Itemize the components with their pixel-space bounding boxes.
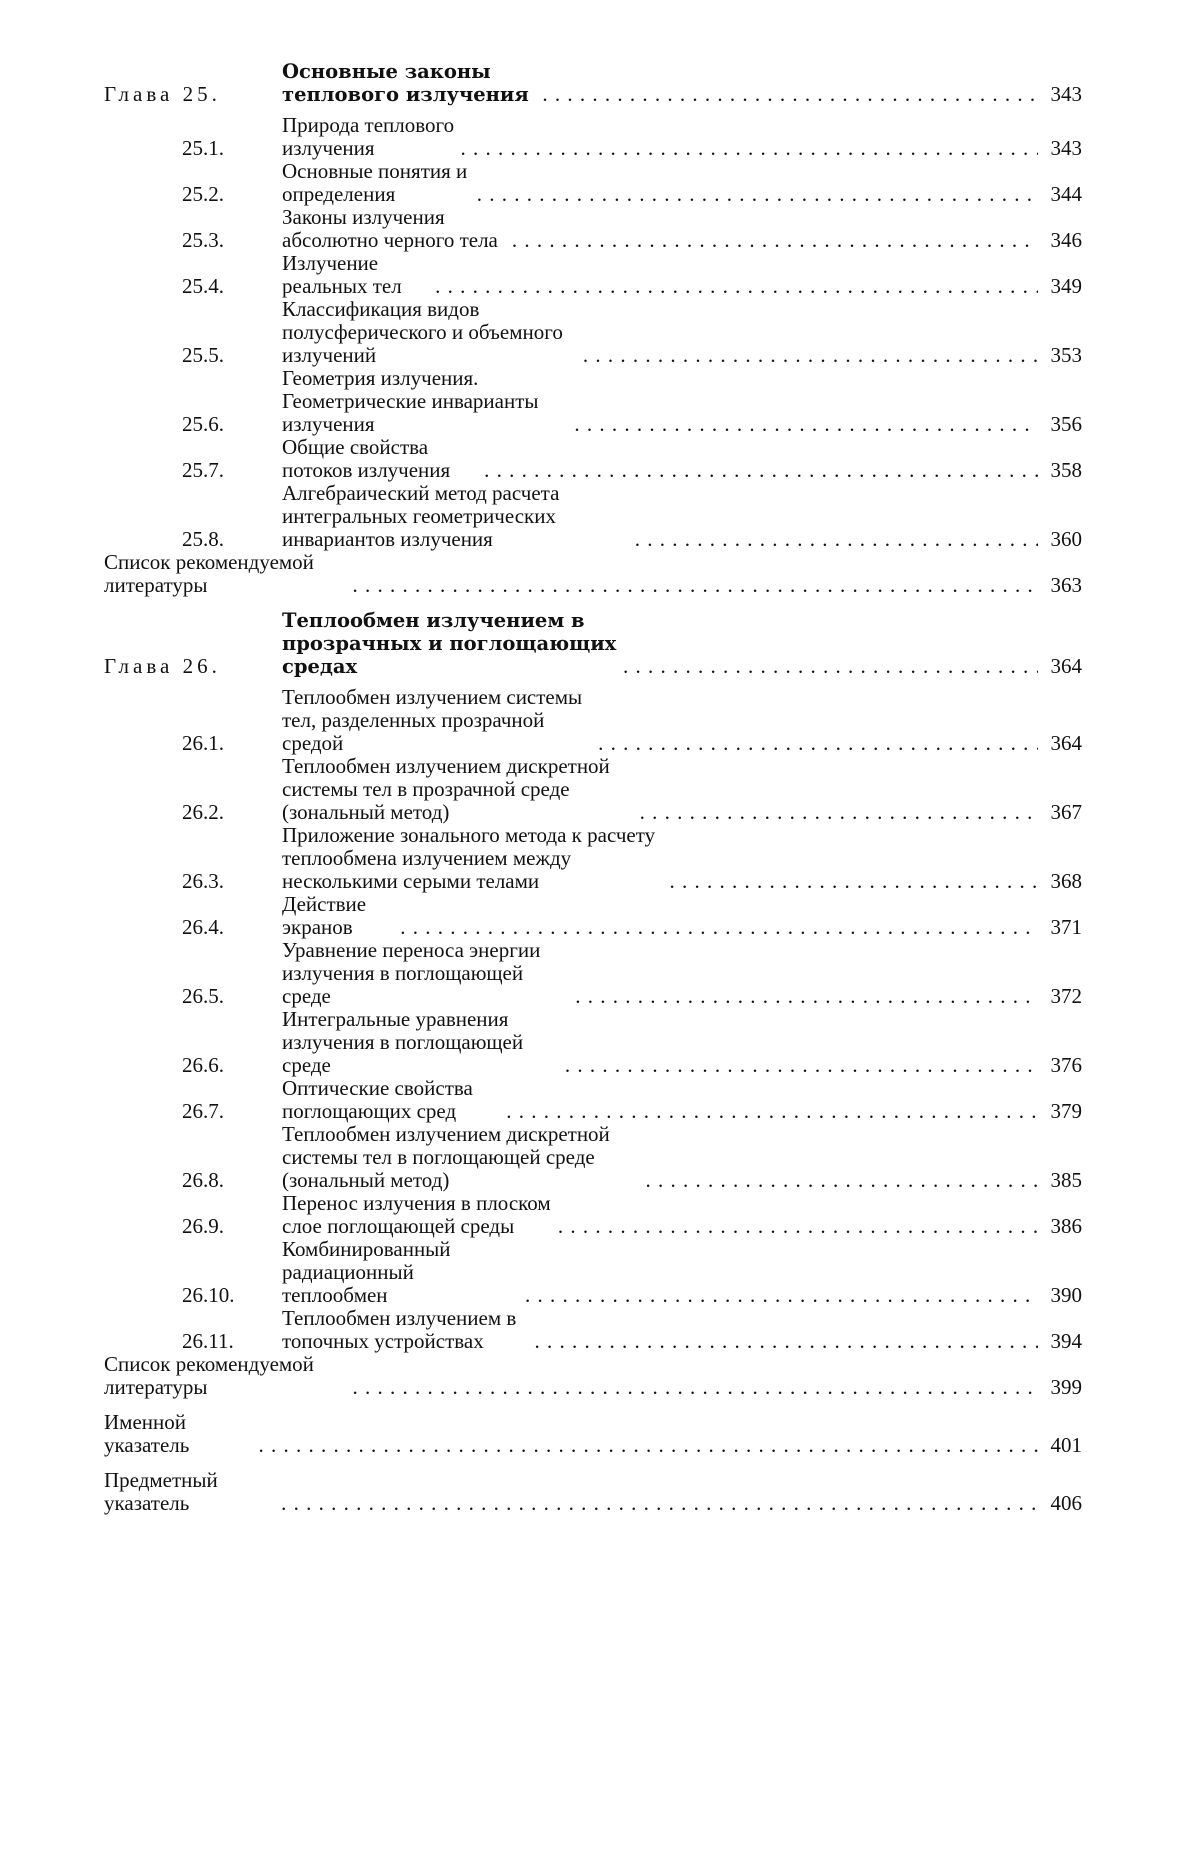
toc-entry-number: 26.9. (182, 1214, 224, 1238)
toc-entry-title: Теплообмен излучением дискретной системы тел в поглощающей среде (зональный метод) (282, 1122, 610, 1192)
toc-entry-number: Глава 25. (104, 82, 221, 106)
toc-entry-title: Список рекомендуемой литературы (104, 550, 314, 597)
toc-entry-body (282, 60, 1082, 106)
toc-entry-number: 25.7. (182, 458, 224, 482)
toc-entry-title: Теплообмен излучением в прозрачных и поглощающих средах (282, 609, 617, 678)
toc-entry-number: 26.5. (182, 984, 224, 1008)
dot-leader (636, 801, 1038, 824)
toc-entry-page: 394 (1050, 1329, 1082, 1353)
toc-entry-title: Законы излучения абсолютно черного тела (282, 205, 498, 252)
toc-entry-page: 364 (1050, 731, 1082, 755)
toc-entry-section (104, 252, 1082, 298)
toc-entry-page: 367 (1050, 800, 1082, 824)
toc-entry-page: 399 (1050, 1375, 1082, 1399)
toc-entry-body (282, 686, 1082, 755)
toc-entry-body (282, 893, 1082, 939)
toc-entry-body (104, 1353, 1082, 1399)
table-of-contents (104, 60, 1082, 1527)
toc-entry-body (282, 298, 1082, 367)
toc-entry-page: 371 (1050, 915, 1082, 939)
dot-leader (255, 1434, 1038, 1457)
dot-leader (531, 1330, 1038, 1353)
toc-entry-number: 25.4. (182, 274, 224, 298)
toc-entry-page: 376 (1050, 1053, 1082, 1077)
toc-entry-title: Список рекомендуемой литературы (104, 1352, 314, 1399)
toc-entry-page: 401 (1050, 1433, 1082, 1457)
toc-entry-body (282, 114, 1082, 160)
toc-entry-chapter (104, 60, 1082, 106)
dot-leader (502, 1100, 1038, 1123)
dot-leader (456, 137, 1038, 160)
toc-entry-body (104, 1469, 1082, 1515)
toc-entry-section (104, 686, 1082, 755)
toc-entry-body (282, 436, 1082, 482)
toc-entry-number: Глава 26. (104, 654, 221, 678)
toc-entry-title: Перенос излучения в плоском слое поглощающей среды (282, 1191, 551, 1238)
toc-entry-page: 363 (1050, 573, 1082, 597)
toc-entry-section (104, 755, 1082, 824)
dot-leader (348, 574, 1038, 597)
toc-entry-title: Действие экранов (282, 892, 367, 939)
dot-leader (641, 1169, 1038, 1192)
dot-leader (554, 1215, 1038, 1238)
toc-entry-body (104, 1411, 1082, 1457)
dot-leader (665, 870, 1038, 893)
toc-entry-page: 356 (1050, 412, 1082, 436)
toc-entry-number: 26.10. (182, 1283, 235, 1307)
toc-entry-title: Именной указатель (104, 1410, 190, 1457)
dot-leader (594, 732, 1038, 755)
toc-entry-page: 368 (1050, 869, 1082, 893)
toc-entry-refs (104, 1353, 1082, 1399)
toc-entry-body (282, 1238, 1082, 1307)
toc-entry-number: 26.1. (182, 731, 224, 755)
toc-entry-title: Предметный указатель (104, 1468, 218, 1515)
dot-leader (538, 83, 1038, 106)
toc-entry-number: 26.6. (182, 1053, 224, 1077)
toc-entry-number: 25.5. (182, 343, 224, 367)
toc-entry-title: Теплообмен излучением дискретной системы тел в прозрачной среде (зональный метод) (282, 754, 610, 824)
toc-entry-section (104, 1238, 1082, 1307)
toc-entry-page: 358 (1050, 458, 1082, 482)
toc-entry-title: Излучение реальных тел (282, 251, 402, 298)
toc-entry-title: Основные понятия и определения (282, 159, 468, 206)
toc-entry-title: Интегральные уравнения излучения в поглощающей среде (282, 1007, 524, 1077)
toc-entry-number: 26.11. (182, 1329, 234, 1353)
toc-entry-body (282, 252, 1082, 298)
toc-entry-body (282, 1192, 1082, 1238)
toc-entry-page: 385 (1050, 1168, 1082, 1192)
toc-entry-section (104, 114, 1082, 160)
dot-leader (480, 459, 1038, 482)
toc-entry-page: 343 (1050, 136, 1082, 160)
toc-entry-body (282, 1307, 1082, 1353)
toc-entry-section (104, 436, 1082, 482)
toc-entry-body (282, 1077, 1082, 1123)
toc-entry-page: 349 (1050, 274, 1082, 298)
toc-entry-page: 372 (1050, 984, 1082, 1008)
toc-entry-number: 25.6. (182, 412, 224, 436)
toc-entry-page: 364 (1050, 654, 1082, 678)
toc-entry-title: Теплообмен излучением системы тел, разделенных прозрачной средой (282, 685, 583, 755)
toc-entry-index (104, 1469, 1082, 1515)
toc-entry-title: Уравнение переноса энергии излучения в поглощающей среде (282, 938, 541, 1008)
dot-leader (473, 183, 1038, 206)
toc-entry-page: 360 (1050, 527, 1082, 551)
toc-entry-title: Классификация видов полусферического и объемного излучений (282, 297, 563, 367)
toc-entry-section (104, 482, 1082, 551)
toc-entry-refs (104, 551, 1082, 597)
toc-entry-body (282, 367, 1082, 436)
dot-leader (631, 528, 1038, 551)
toc-entry-title: Приложение зонального метода к расчету теплообмена излучением между несколькими серыми телами (282, 823, 656, 893)
toc-entry-section (104, 206, 1082, 252)
toc-entry-section (104, 939, 1082, 1008)
toc-entry-section (104, 298, 1082, 367)
toc-entry-page: 379 (1050, 1099, 1082, 1123)
toc-entry-body (282, 482, 1082, 551)
toc-entry-page: 353 (1050, 343, 1082, 367)
dot-leader (521, 1284, 1038, 1307)
dot-leader (508, 229, 1038, 252)
toc-entry-number: 26.2. (182, 800, 224, 824)
dot-leader (571, 985, 1038, 1008)
dot-leader (348, 1376, 1038, 1399)
toc-entry-title: Общие свойства потоков излучения (282, 435, 451, 482)
toc-entry-body (282, 939, 1082, 1008)
toc-entry-section (104, 1307, 1082, 1353)
toc-entry-section (104, 367, 1082, 436)
toc-entry-chapter (104, 609, 1082, 678)
toc-entry-number: 25.8. (182, 527, 224, 551)
toc-entry-title: Основные законы теплового излучения (282, 60, 529, 106)
toc-entry-page: 390 (1050, 1283, 1082, 1307)
toc-entry-body (282, 160, 1082, 206)
dot-leader (570, 413, 1038, 436)
toc-entry-title: Геометрия излучения. Геометрические инварианты излучения (282, 366, 539, 436)
toc-entry-section (104, 1077, 1082, 1123)
toc-entry-section (104, 1192, 1082, 1238)
toc-entry-number: 26.3. (182, 869, 224, 893)
toc-entry-body (282, 824, 1082, 893)
toc-entry-section (104, 1008, 1082, 1077)
toc-entry-title: Комбинированный радиационный теплообмен (282, 1237, 451, 1307)
toc-entry-title: Природа теплового излучения (282, 113, 455, 160)
dot-leader (561, 1054, 1038, 1077)
toc-entry-number: 26.8. (182, 1168, 224, 1192)
toc-entry-body (282, 1008, 1082, 1077)
dot-leader (277, 1492, 1038, 1515)
toc-entry-body (282, 1123, 1082, 1192)
toc-entry-page: 406 (1050, 1491, 1082, 1515)
toc-entry-page: 344 (1050, 182, 1082, 206)
toc-entry-section (104, 824, 1082, 893)
toc-entry-body (104, 551, 1082, 597)
toc-entry-number: 26.4. (182, 915, 224, 939)
toc-entry-index (104, 1411, 1082, 1457)
dot-leader (431, 275, 1038, 298)
toc-entry-body (282, 609, 1082, 678)
toc-entry-number: 25.3. (182, 228, 224, 252)
toc-entry-number: 25.1. (182, 136, 224, 160)
toc-entry-page: 346 (1050, 228, 1082, 252)
toc-entry-section (104, 893, 1082, 939)
toc-entry-page: 386 (1050, 1214, 1082, 1238)
toc-entry-title: Оптические свойства поглощающих сред (282, 1076, 473, 1123)
toc-entry-title: Алгебраический метод расчета интегральных геометрических инвариантов излучения (282, 481, 560, 551)
toc-entry-number: 25.2. (182, 182, 224, 206)
toc-entry-number: 26.7. (182, 1099, 224, 1123)
dot-leader (396, 916, 1038, 939)
toc-entry-body (282, 206, 1082, 252)
dot-leader (579, 344, 1038, 367)
toc-entry-body (282, 755, 1082, 824)
dot-leader (619, 655, 1038, 678)
toc-entry-page: 343 (1050, 82, 1082, 106)
toc-entry-title: Теплообмен излучением в топочных устройствах (282, 1306, 517, 1353)
toc-entry-section (104, 1123, 1082, 1192)
toc-entry-section (104, 160, 1082, 206)
